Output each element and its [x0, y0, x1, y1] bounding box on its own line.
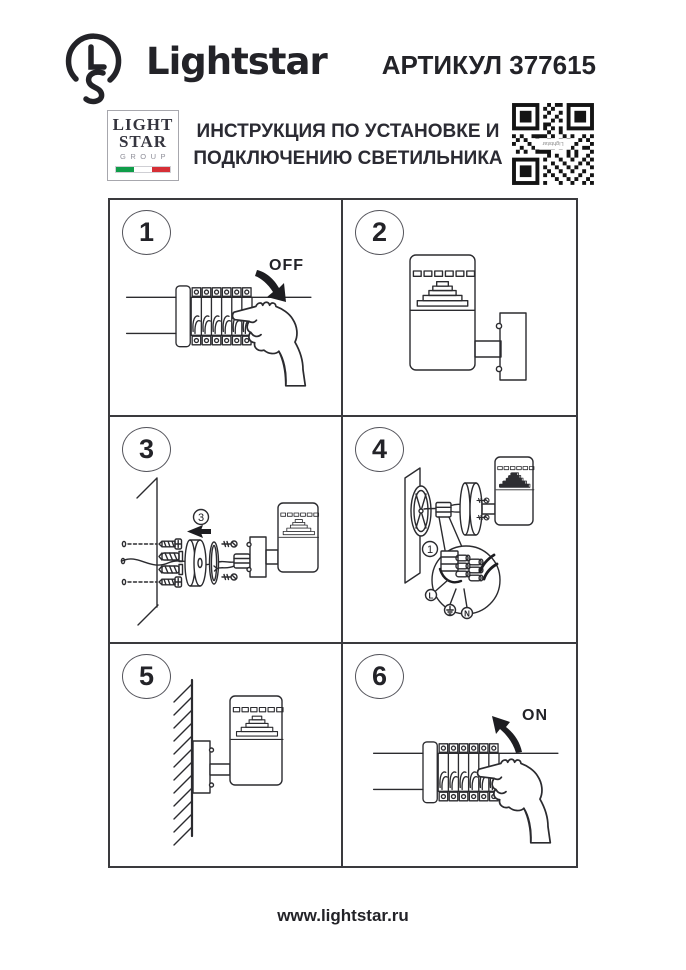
- group-logo-line2: STAR: [118, 132, 168, 151]
- article-number: АРТИКУЛ 377615: [381, 50, 596, 80]
- sequence-marker: 1: [426, 544, 434, 556]
- group-logo-line1: LIGHT: [112, 115, 174, 134]
- title-line2: ПОДКЛЮЧЕНИЮ СВЕТИЛЬНИКА: [193, 148, 503, 169]
- footer-url: www.lightstar.ru: [277, 906, 409, 925]
- breaker-on-drawing: [343, 644, 576, 866]
- step-number-badge: 5: [122, 654, 171, 699]
- power-off-label: OFF: [269, 257, 304, 274]
- panel-2: [343, 200, 576, 417]
- qr-code: [512, 103, 594, 190]
- italy-flag: [115, 166, 171, 173]
- sequence-marker: 3: [197, 512, 205, 524]
- instruction-grid: [108, 198, 578, 868]
- panel-4: [343, 417, 576, 644]
- step-number-badge: 4: [355, 427, 404, 472]
- mounting-exploded-drawing: [110, 417, 343, 642]
- mounted-lamp-drawing: [110, 644, 343, 866]
- power-on-label: ON: [522, 707, 548, 724]
- panel-5: [110, 644, 343, 866]
- step-number-badge: 1: [122, 210, 171, 255]
- step-number-badge: 6: [355, 654, 404, 699]
- title-line1: ИНСТРУКЦИЯ ПО УСТАНОВКЕ И: [196, 121, 500, 142]
- terminal-live-label: L: [428, 591, 434, 601]
- panel-6: [343, 644, 576, 866]
- wiring-connection-drawing: [343, 417, 576, 642]
- instruction-title: [186, 118, 510, 172]
- group-logo-line3: GROUP: [119, 152, 170, 161]
- on-arrow-icon: [492, 716, 522, 753]
- panel-3: [110, 417, 343, 644]
- breaker-off-drawing: [110, 200, 343, 415]
- step-number-badge: 2: [355, 210, 404, 255]
- lightstar-bulb-icon: [58, 26, 140, 113]
- push-direction-arrow-icon: [187, 525, 211, 538]
- qr-center-logo-text: Lightstar: [542, 140, 564, 146]
- step-number-badge: 3: [122, 427, 171, 472]
- panel-1: [110, 200, 343, 417]
- brand-wordmark: Lightstar: [146, 40, 327, 83]
- terminal-neutral-label: N: [464, 609, 470, 619]
- lightstar-group-logo: [107, 110, 179, 181]
- wall-lamp-drawing: [343, 200, 576, 415]
